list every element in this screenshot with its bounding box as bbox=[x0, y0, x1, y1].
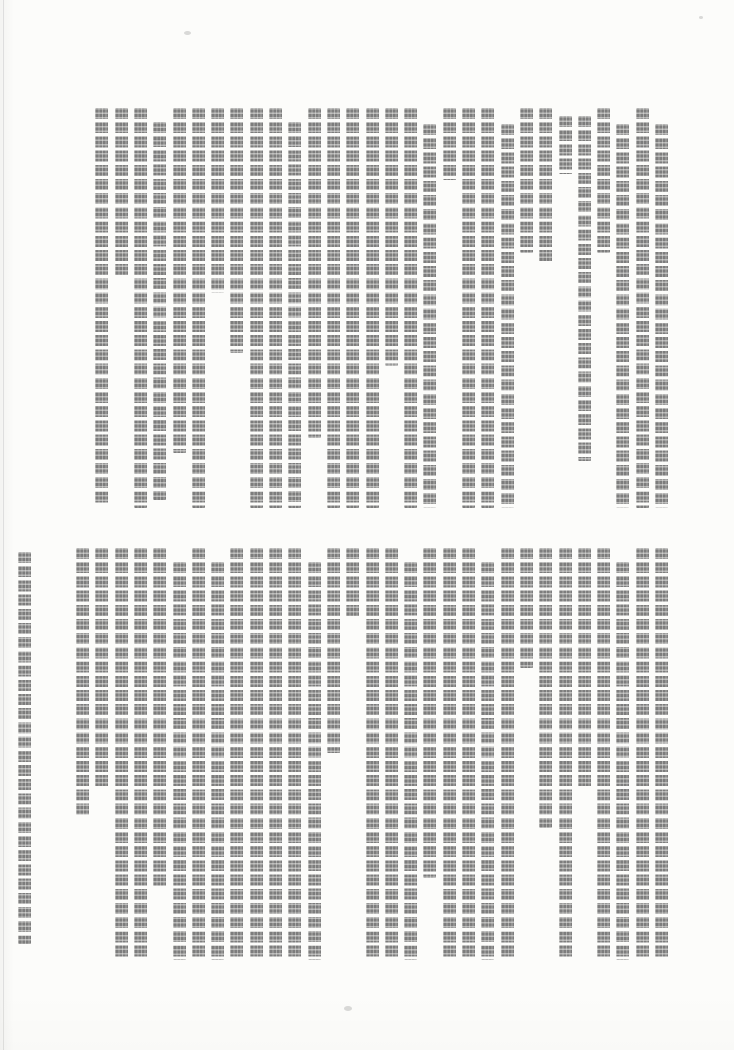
redacted-text-column bbox=[655, 124, 668, 508]
redacted-text-column bbox=[288, 122, 301, 508]
redacted-text-column bbox=[346, 548, 359, 618]
redacted-text-column bbox=[308, 562, 321, 960]
redacted-text-column bbox=[346, 108, 359, 508]
redacted-text-column bbox=[153, 548, 166, 888]
redacted-text-column bbox=[327, 108, 340, 508]
redacted-text-column bbox=[655, 548, 668, 960]
redacted-text-column bbox=[636, 548, 649, 960]
redacted-text-column bbox=[597, 548, 610, 960]
redacted-text-column bbox=[173, 108, 186, 453]
redacted-text-column bbox=[95, 108, 108, 505]
redacted-text-column bbox=[443, 548, 456, 960]
redacted-text-column bbox=[597, 108, 610, 253]
redacted-text-column bbox=[423, 124, 436, 508]
redacted-text-column bbox=[559, 116, 572, 174]
redacted-text-column bbox=[153, 122, 166, 500]
redacted-text-column bbox=[462, 548, 475, 960]
redacted-text-column bbox=[385, 108, 398, 366]
redacted-text-column bbox=[501, 548, 514, 960]
redacted-text-column bbox=[327, 548, 340, 753]
redacted-text-column bbox=[366, 108, 379, 508]
redacted-text-column bbox=[269, 548, 282, 960]
redacted-text-column bbox=[501, 124, 514, 508]
redacted-text-column bbox=[481, 562, 494, 960]
redacted-text-column bbox=[308, 108, 321, 438]
redacted-text-column bbox=[269, 108, 282, 508]
redacted-text-column bbox=[173, 562, 186, 960]
redacted-text-column bbox=[95, 548, 108, 788]
redacted-text-column bbox=[539, 108, 552, 263]
scan-edge-line bbox=[3, 0, 4, 1050]
redacted-text-column bbox=[192, 548, 205, 960]
redacted-text-column bbox=[616, 124, 629, 508]
redacted-text-column bbox=[18, 552, 31, 944]
redacted-text-column bbox=[520, 548, 533, 668]
redacted-text-column bbox=[385, 548, 398, 960]
redacted-text-column bbox=[578, 548, 591, 788]
redacted-text-column bbox=[404, 108, 417, 508]
redacted-text-column bbox=[404, 562, 417, 960]
redacted-text-column bbox=[134, 548, 147, 960]
redacted-text-column bbox=[443, 108, 456, 180]
redacted-text-column bbox=[481, 108, 494, 508]
scan-speck bbox=[699, 16, 703, 19]
redacted-text-column bbox=[192, 108, 205, 508]
redacted-text-column bbox=[211, 108, 224, 293]
redacted-text-column bbox=[134, 108, 147, 508]
scan-speck bbox=[184, 31, 191, 35]
redacted-text-column bbox=[423, 548, 436, 878]
redacted-text-column bbox=[115, 108, 128, 278]
redacted-text-column bbox=[115, 548, 128, 960]
redacted-text-column bbox=[250, 548, 263, 960]
redacted-text-column bbox=[366, 548, 379, 960]
redacted-text-column bbox=[230, 548, 243, 960]
redacted-text-column bbox=[462, 108, 475, 508]
redacted-text-column bbox=[230, 108, 243, 353]
redacted-text-column bbox=[250, 108, 263, 508]
redacted-text-column bbox=[211, 562, 224, 960]
redacted-text-column bbox=[288, 548, 301, 960]
scan-speck bbox=[344, 1006, 352, 1011]
redacted-text-column bbox=[636, 108, 649, 508]
redacted-text-column bbox=[616, 562, 629, 960]
redacted-text-column bbox=[578, 116, 591, 461]
redacted-text-column bbox=[520, 108, 533, 253]
redacted-text-column bbox=[559, 548, 572, 960]
redacted-text-column bbox=[539, 548, 552, 828]
redacted-text-column bbox=[76, 548, 89, 818]
